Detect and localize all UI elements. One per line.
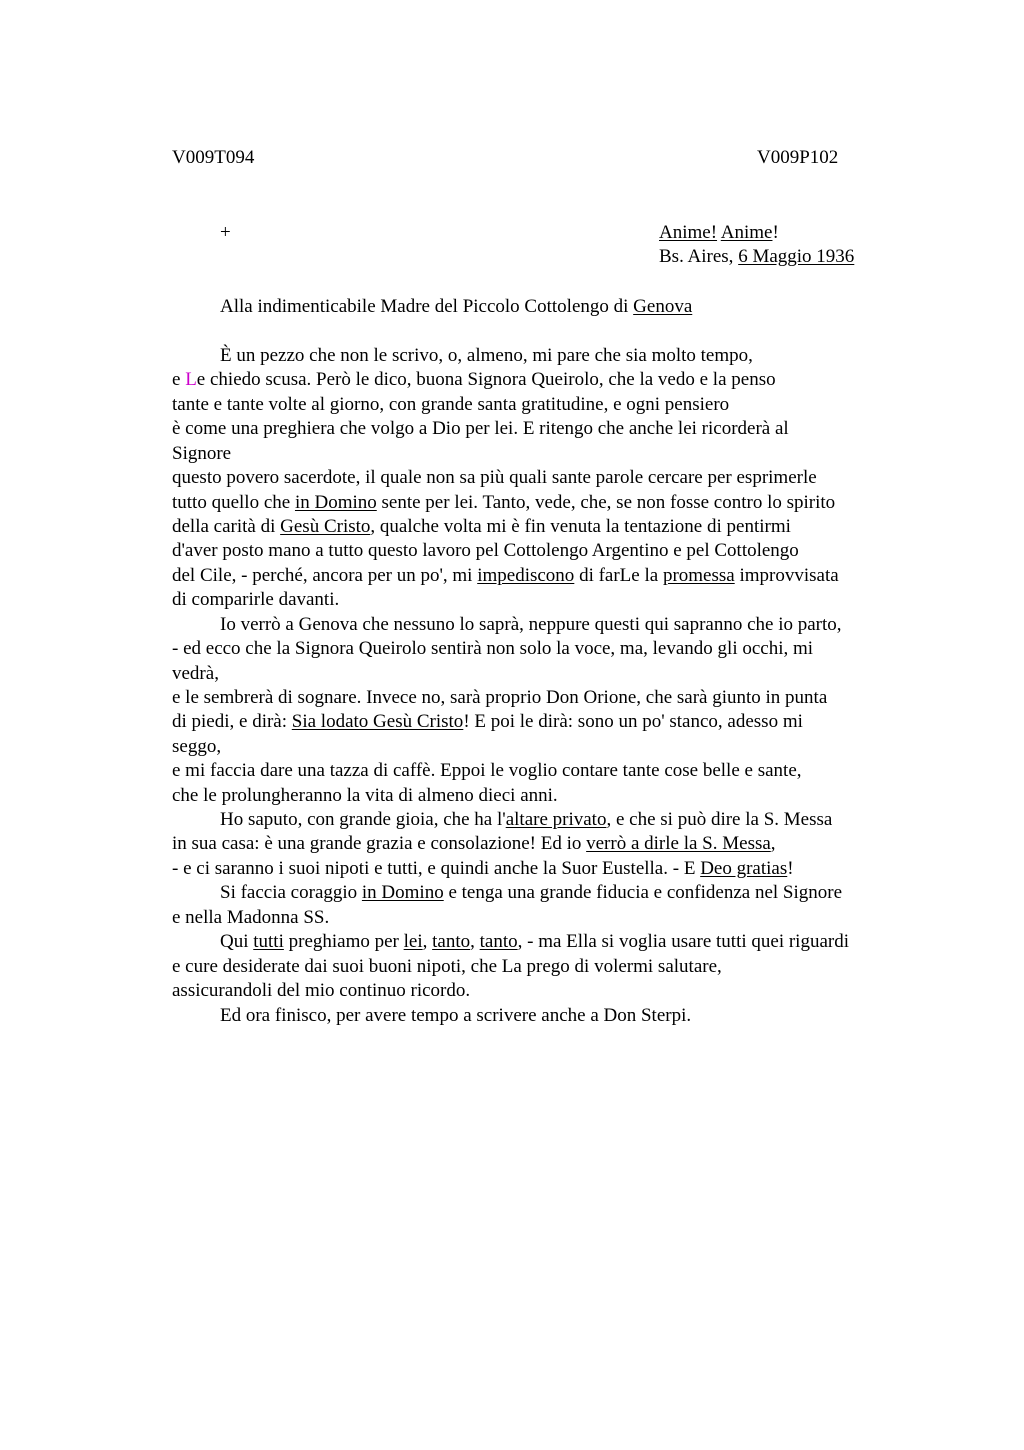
underlined-text: Gesù Cristo xyxy=(280,516,371,537)
underlined-text: lei xyxy=(403,931,423,952)
text-span: di piedi, e dirà: xyxy=(172,711,292,732)
underlined-text: tanto xyxy=(479,931,518,952)
underlined-text: tutti xyxy=(253,931,284,952)
underlined-text: verrò a dirle la S. Messa xyxy=(586,833,771,854)
cross-symbol: + xyxy=(220,222,231,243)
body-line xyxy=(172,515,791,539)
body-line: Ed ora finisco, per avere tempo a scrivere anche a Don Sterpi. xyxy=(220,1005,692,1026)
place-date xyxy=(659,246,854,268)
motto-word-1: Anime! xyxy=(659,222,718,243)
text-span: e chiedo scusa. Però le dico, buona Signora Queirolo, che la vedo e la penso xyxy=(196,369,776,390)
body-line: è come una preghiera che volgo a Dio per lei. E ritengo che anche lei ricorderà al xyxy=(172,418,789,439)
salutation-text: Alla indimenticabile Madre del Piccolo Cottolengo di xyxy=(220,296,634,317)
text-span: preghiamo per xyxy=(283,931,404,952)
text-span: di farLe la xyxy=(574,565,663,586)
underlined-text: Sia lodato Gesù Cristo xyxy=(291,711,464,732)
body-line xyxy=(172,491,835,515)
text-span: , xyxy=(770,833,776,854)
body-line: e cure desiderate dai suoi buoni nipoti, che La prego di volermi salutare, xyxy=(172,956,722,977)
body-line: e mi faccia dare una tazza di caffè. Eppoi le voglio contare tante cose belle e sante, xyxy=(172,760,802,781)
place: Bs. Aires, xyxy=(659,246,739,267)
body-line xyxy=(172,710,803,734)
body-line xyxy=(172,857,794,881)
body-line: e le sembrerà di sognare. Invece no, sarà proprio Don Orione, che sarà giunto in punta xyxy=(172,687,828,708)
text-span: , - ma Ella si voglia usare tutti quei riguardi xyxy=(517,931,849,952)
text-span: tutto quello che xyxy=(172,492,295,513)
body-line xyxy=(220,930,849,954)
body-line xyxy=(172,832,776,856)
body-line: e nella Madonna SS. xyxy=(172,907,330,928)
body-line: di comparirle davanti. xyxy=(172,589,340,610)
text-span: Ho saputo, con grande gioia, che ha l' xyxy=(220,809,506,830)
text-span: in sua casa: è una grande grazia e consolazione! Ed io xyxy=(172,833,587,854)
underlined-text: altare privato xyxy=(505,809,607,830)
text-span: improvvisata xyxy=(734,565,839,586)
body-line: Io verrò a Genova che nessuno lo saprà, neppure questi qui sapranno che io parto, xyxy=(220,614,842,635)
document-code-left: V009T094 xyxy=(172,147,255,168)
body-line: seggo, xyxy=(172,736,222,757)
text-span: Si faccia coraggio xyxy=(220,882,362,903)
text-span: e xyxy=(172,369,186,390)
body-line: tante e tante volte al giorno, con grande santa gratitudine, e ogni pensiero xyxy=(172,394,730,415)
underlined-text: in Domino xyxy=(361,882,444,903)
body-line: vedrà, xyxy=(172,663,219,684)
salutation-city: Genova xyxy=(633,296,693,317)
salutation xyxy=(220,296,692,318)
date: 6 Maggio 1936 xyxy=(738,246,855,267)
underlined-text: impediscono xyxy=(477,565,575,586)
underlined-text: promessa xyxy=(662,565,735,586)
motto xyxy=(659,222,779,244)
body-line: - ed ecco che la Signora Queirolo sentirà non solo la voce, ma, levando gli occhi, mi xyxy=(172,638,814,659)
text-span: - e ci saranno i suoi nipoti e tutti, e quindi anche la Suor Eustella. - E xyxy=(172,858,701,879)
text-span: , e che si può dire la S. Messa xyxy=(606,809,833,830)
body-line: d'aver posto mano a tutto questo lavoro pel Cottolengo Argentino e pel Cottolengo xyxy=(172,540,799,561)
text-span: e tenga una grande fiducia e confidenza nel Signore xyxy=(443,882,843,903)
body-line: che le prolungheranno la vita di almeno dieci anni. xyxy=(172,785,558,806)
text-span: Qui xyxy=(220,931,254,952)
document-code-right: V009P102 xyxy=(757,147,839,168)
text-span: , qualche volta mi è fin venuta la tentazione di pentirmi xyxy=(370,516,791,537)
text-span: , xyxy=(470,931,480,952)
body-line: È un pezzo che non le scrivo, o, almeno, mi pare che sia molto tempo, xyxy=(220,345,753,366)
highlighted-letter: L xyxy=(185,369,197,390)
motto-word-2: Anime xyxy=(720,222,773,243)
text-span: sente per lei. Tanto, vede, che, se non fosse contro lo spirito xyxy=(376,492,836,513)
text-span: , xyxy=(422,931,433,952)
underlined-text: tanto xyxy=(432,931,471,952)
body-line xyxy=(172,368,776,392)
body-line xyxy=(172,564,839,588)
text-span: del Cile, - perché, ancora per un po', mi xyxy=(172,565,478,586)
text-span: della carità di xyxy=(172,516,281,537)
underlined-text: in Domino xyxy=(294,492,377,513)
text-span: ! E poi le dirà: sono un po' stanco, adesso mi xyxy=(463,711,803,732)
text-span: ! xyxy=(787,858,794,879)
body-line xyxy=(220,808,832,832)
motto-end: ! xyxy=(772,222,779,243)
body-line xyxy=(220,881,842,905)
body-line: Signore xyxy=(172,443,232,464)
underlined-text: Deo gratias xyxy=(700,858,788,879)
body-line: assicurandoli del mio continuo ricordo. xyxy=(172,980,471,1001)
body-line: questo povero sacerdote, il quale non sa più quali sante parole cercare per esprimerle xyxy=(172,467,817,488)
